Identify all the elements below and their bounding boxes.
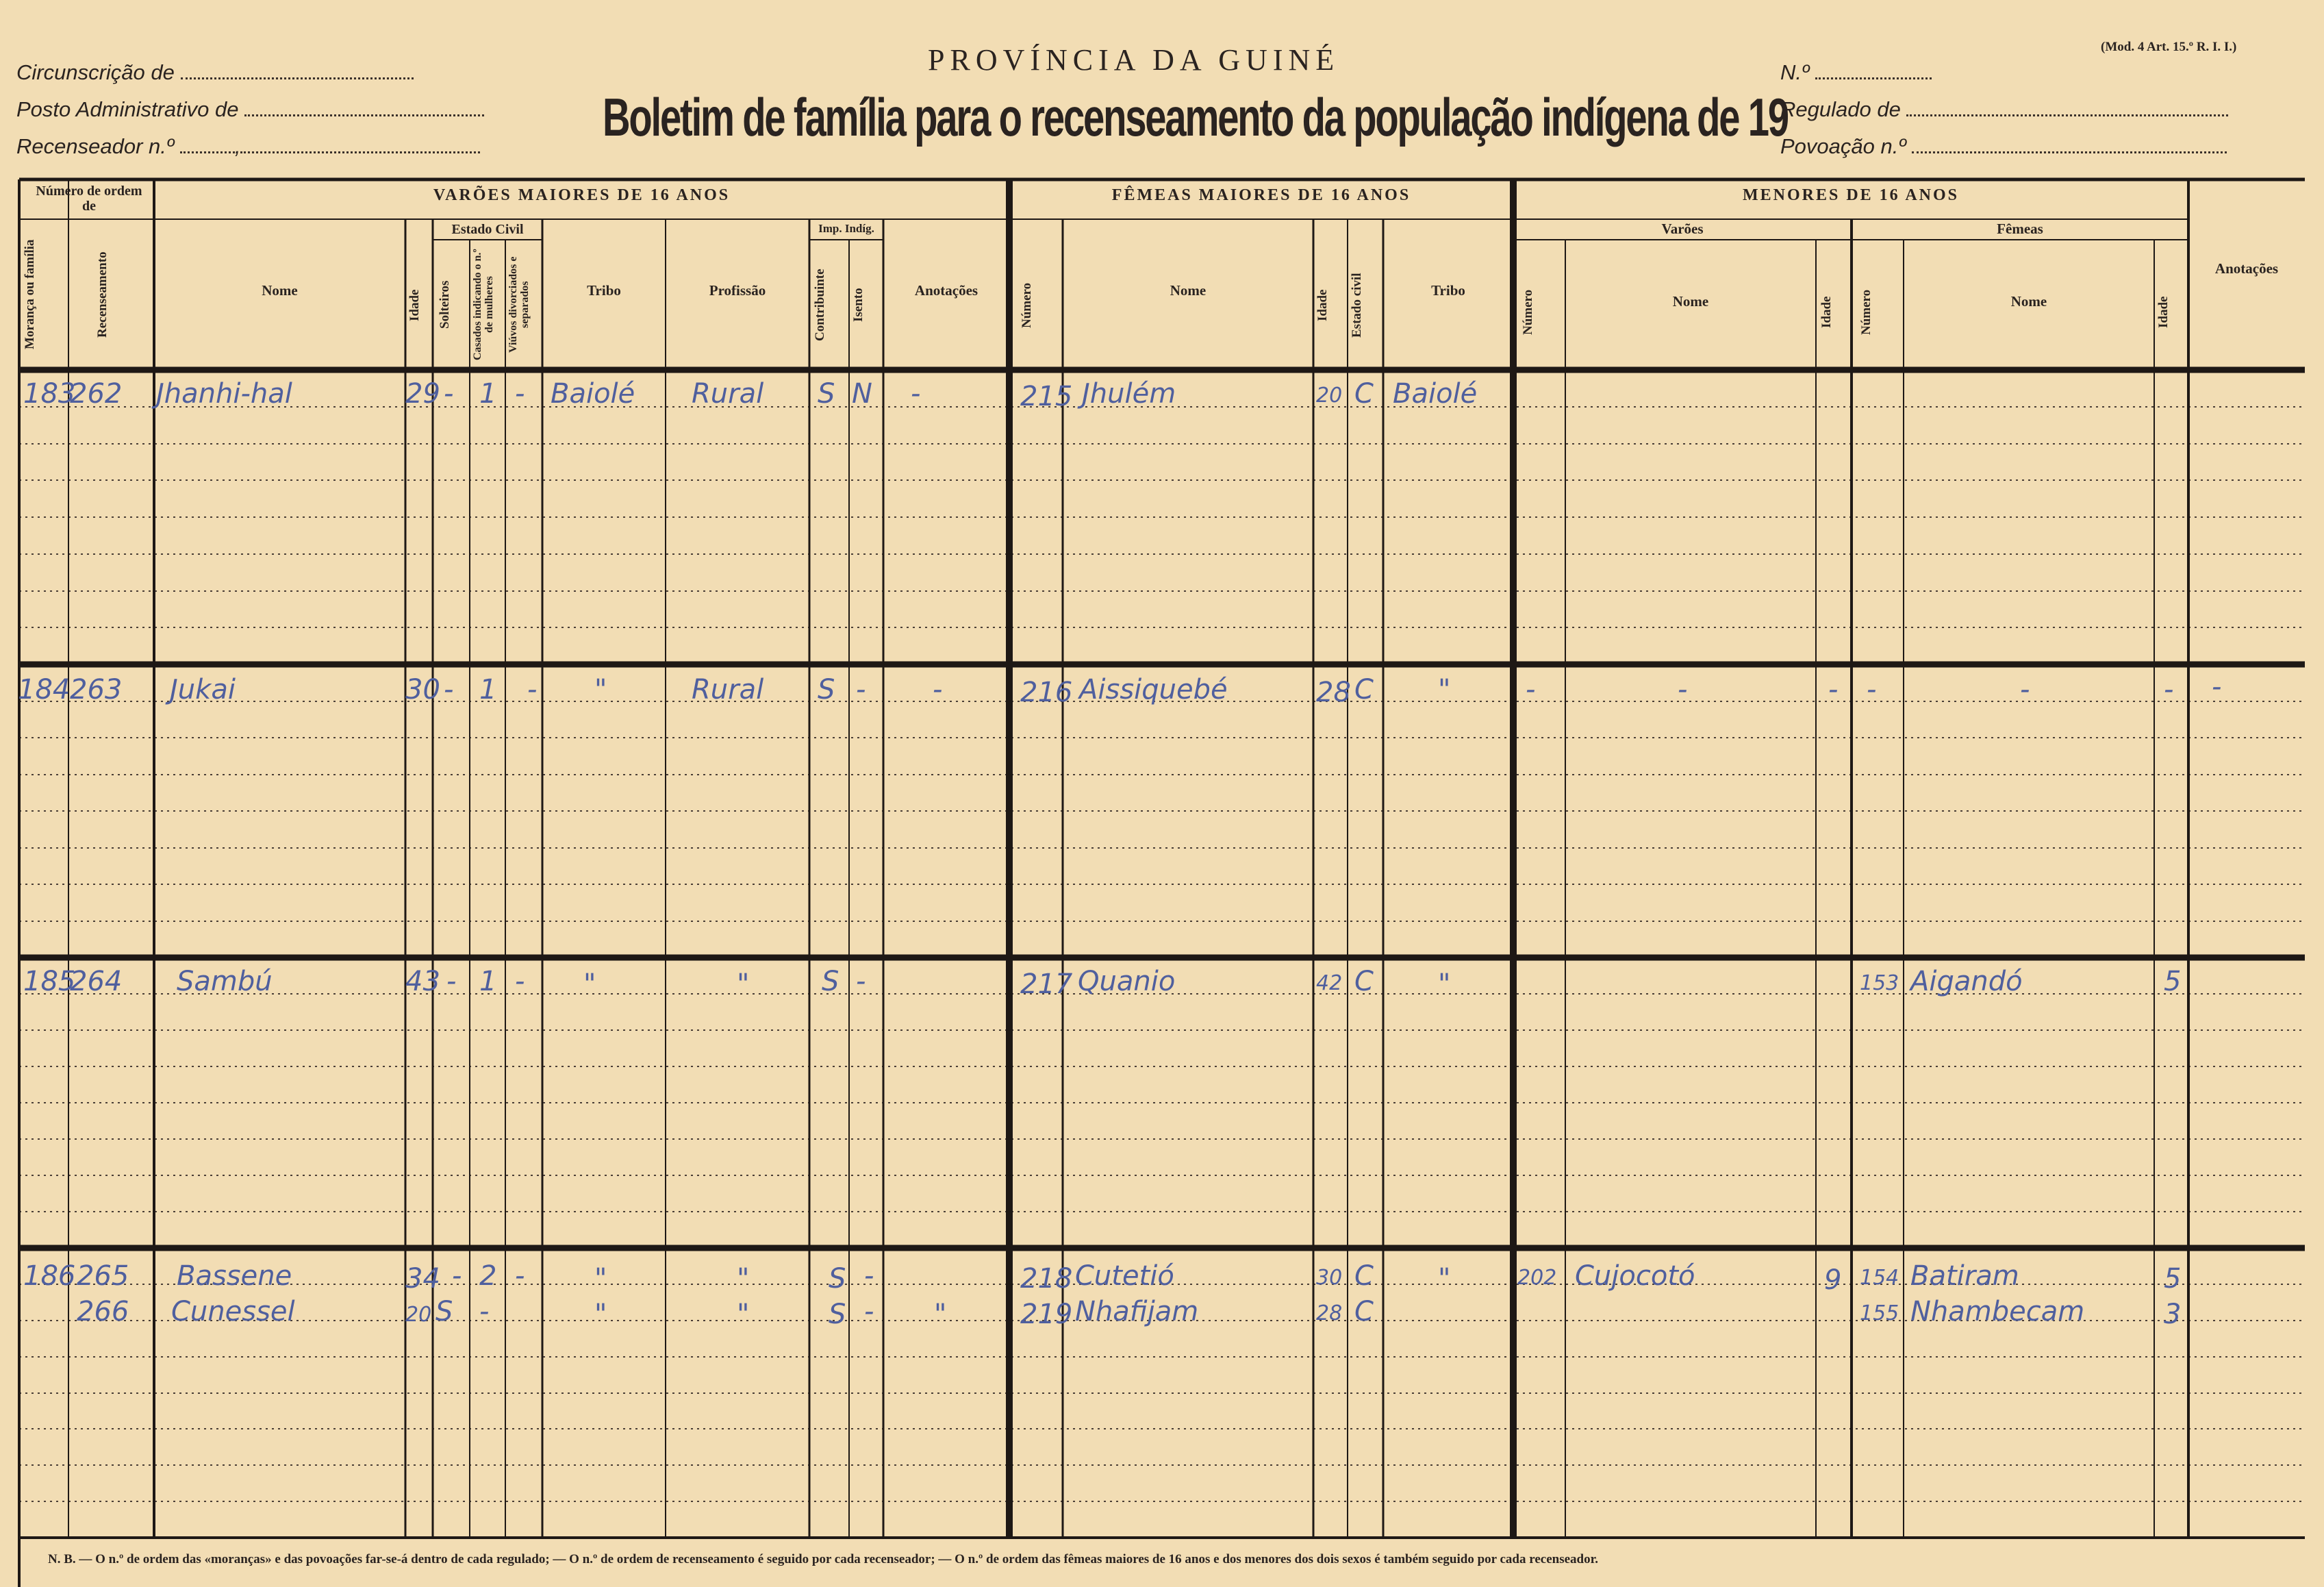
entry-5-idade[interactable]: 20 — [405, 1303, 432, 1327]
entry-2-nome[interactable]: Jukai — [170, 674, 236, 705]
entry-1-nome[interactable]: Jhanhi-hal — [156, 378, 292, 410]
entry-2-mf-nome[interactable]: - — [2020, 674, 2030, 705]
entry-2-contribuinte[interactable]: S — [818, 674, 835, 705]
entry-2-moranca[interactable]: 184 — [18, 674, 71, 705]
entry-5-solteiros[interactable]: S — [435, 1296, 453, 1327]
entry-2-f-idade[interactable]: 28 — [1316, 677, 1351, 708]
casados-header: Casados indicando o n.º de mulheres — [472, 249, 495, 361]
menores-varoes-numero-header: Número — [1521, 289, 1535, 336]
entry-4-profissao[interactable]: " — [737, 1263, 750, 1295]
entry-5-casados[interactable]: - — [479, 1296, 490, 1327]
entry-4-moranca[interactable]: 186 — [23, 1260, 76, 1292]
entry-2-solteiros[interactable]: - — [444, 674, 454, 705]
entry-5-profissao[interactable]: " — [737, 1299, 750, 1330]
footer-note: N. B. — O n.º de ordem das «moranças» e das povoações far-se-á dentro de cada regulado; — O n.º de ordem de recenseamento é seguido por cada recenseador; — O n.º de ordem das fêmeas maiores de 16 anos e dos menores dos dois sexos é também seguido por cada recenseador. — [48, 1552, 1599, 1566]
recenseador-label: Recenseador n.º — [16, 134, 175, 158]
numero-field[interactable] — [1780, 60, 1932, 85]
form-title: Boletim de família para o recenseamento da população indígena de 19 — [603, 87, 1788, 147]
solteiros-header: Solteiros — [438, 280, 452, 329]
entry-3-idade[interactable]: 43 — [405, 966, 440, 997]
entry-5-nome[interactable]: Cunessel — [171, 1296, 295, 1327]
entry-1-idade[interactable]: 29 — [405, 378, 440, 410]
entry-4-mv-nome[interactable]: Cujocotó — [1575, 1260, 1695, 1292]
nome-header: Nome — [262, 282, 298, 299]
entry-4-f-tribo[interactable]: " — [1438, 1263, 1451, 1295]
numero-label: N.º — [1780, 60, 1810, 84]
entry-2-f-nome[interactable]: Aissiquebé — [1079, 674, 1228, 705]
entry-1-recenseamento[interactable]: 262 — [70, 378, 123, 410]
estado-civil-header: Estado Civil — [451, 222, 524, 237]
tribo-header: Tribo — [587, 282, 621, 299]
circunscricao-label: Circunscrição de — [16, 60, 175, 84]
entry-3-f-nome[interactable]: Quanio — [1078, 966, 1176, 997]
entry-4-f-estado[interactable]: C — [1354, 1260, 1374, 1292]
entry-5-mf-idade[interactable]: 3 — [2164, 1299, 2182, 1330]
entry-2-isento[interactable]: - — [856, 674, 866, 705]
entry-4-mf-nome[interactable]: Batiram — [1910, 1260, 2019, 1292]
entry-1-profissao[interactable]: Rural — [692, 378, 764, 410]
moranca-header: Morança ou família — [23, 239, 37, 350]
entry-3-mf-numero[interactable]: 153 — [1860, 971, 1899, 995]
femeas-nome-header: Nome — [1170, 282, 1207, 299]
entry-1-anotacoes[interactable]: - — [911, 378, 921, 410]
anotacoes-right-header: Anotações — [2214, 260, 2279, 277]
femeas-tribo-header: Tribo — [1431, 282, 1465, 299]
entry-4-idade[interactable]: 34 — [405, 1263, 440, 1295]
entry-3-contribuinte[interactable]: S — [822, 966, 839, 997]
entry-2-mv-idade[interactable]: - — [1828, 674, 1839, 705]
entry-5-contribuinte[interactable]: S — [829, 1299, 846, 1330]
entry-5-anotacoes[interactable]: " — [934, 1299, 947, 1330]
entry-2-recenseamento[interactable]: 263 — [70, 674, 123, 705]
entry-1-f-nome[interactable]: Jhulém — [1082, 378, 1176, 410]
entry-4-isento[interactable]: - — [864, 1260, 874, 1292]
entry-2-f-numero[interactable]: 216 — [1020, 677, 1073, 708]
entry-1-casados[interactable]: 1 — [479, 378, 497, 410]
menores-varoes-nome-header: Nome — [1672, 293, 1709, 310]
entry-3-solteiros[interactable]: - — [446, 966, 457, 997]
entry-3-isento[interactable]: - — [856, 966, 866, 997]
entry-4-f-nome[interactable]: Cutetió — [1075, 1260, 1174, 1292]
entry-4-tribo[interactable]: " — [594, 1263, 607, 1295]
profissao-header: Profissão — [709, 282, 766, 299]
entry-1-viuvos[interactable]: - — [515, 378, 525, 410]
entry-3-tribo[interactable]: " — [583, 969, 596, 1000]
entry-1-isento[interactable]: N — [852, 378, 872, 410]
entry-3-viuvos[interactable]: - — [515, 966, 525, 997]
imp-indig-header: Imp. Indíg. — [818, 222, 874, 235]
circunscricao-field[interactable] — [16, 60, 414, 85]
entry-1-tribo[interactable]: Baiolé — [551, 378, 635, 410]
entry-4-f-idade[interactable]: 30 — [1316, 1266, 1343, 1290]
entry-1-f-numero[interactable]: 215 — [1020, 381, 1073, 412]
entry-2-idade[interactable]: 30 — [405, 674, 440, 705]
posto-administrativo-field[interactable] — [16, 97, 484, 122]
entry-5-isento[interactable]: - — [864, 1296, 874, 1327]
recenseamento-header: Recenseamento — [95, 251, 110, 338]
entry-1-solteiros[interactable]: - — [444, 378, 454, 410]
entry-3-f-numero[interactable]: 217 — [1020, 969, 1073, 1000]
entry-4-casados[interactable]: 2 — [479, 1260, 497, 1292]
anotacoes-header: Anotações — [914, 282, 978, 299]
entry-1-moranca[interactable]: 183 — [23, 378, 76, 410]
numero-ordem-header: Número de ordem de — [36, 184, 142, 214]
menores-varoes-header: Varões — [1661, 221, 1704, 237]
entry-1-contribuinte[interactable]: S — [818, 378, 835, 410]
entry-4-solteiros[interactable]: - — [452, 1260, 462, 1292]
entry-2-mf-numero[interactable]: - — [1867, 674, 1877, 705]
regulado-field[interactable] — [1780, 97, 2228, 122]
entry-3-profissao[interactable]: " — [737, 969, 750, 1000]
entry-1-f-estado[interactable]: C — [1354, 378, 1374, 410]
menores-group-header: MENORES DE 16 ANOS — [1742, 186, 1960, 204]
femeas-idade-header: Idade — [1315, 289, 1330, 322]
entry-5-f-idade[interactable]: 28 — [1316, 1301, 1343, 1325]
entry-5-mf-numero[interactable]: 155 — [1860, 1301, 1899, 1325]
femeas-estado-civil-header: Estado civil — [1350, 273, 1364, 338]
entry-2-f-estado[interactable]: C — [1354, 674, 1374, 705]
entry-5-f-estado[interactable]: C — [1354, 1296, 1374, 1327]
entry-5-mf-nome[interactable]: Nhambecam — [1910, 1296, 2085, 1327]
entry-5-tribo[interactable]: " — [594, 1299, 607, 1330]
menores-femeas-header: Fêmeas — [1997, 221, 2043, 237]
entry-1-f-tribo[interactable]: Baiolé — [1393, 378, 1478, 410]
isento-header: Isento — [851, 288, 866, 322]
recenseador-separator: , — [234, 134, 241, 158]
entry-5-f-nome[interactable]: Nhafijam — [1075, 1296, 1199, 1327]
entry-2-mv-nome[interactable]: - — [1678, 674, 1688, 705]
entry-4-viuvos[interactable]: - — [515, 1260, 525, 1292]
entry-4-nome[interactable]: Bassene — [177, 1260, 292, 1292]
recenseador-field[interactable] — [16, 134, 480, 159]
entry-3-recenseamento[interactable]: 264 — [70, 966, 123, 997]
menores-femeas-idade-header: Idade — [2156, 296, 2171, 329]
entry-2-casados[interactable]: 1 — [479, 674, 497, 705]
entry-2-anotacoes-right[interactable]: - — [2212, 671, 2222, 703]
entry-4-mf-idade[interactable]: 5 — [2164, 1263, 2182, 1295]
idade-header: Idade — [407, 289, 422, 322]
povoacao-field[interactable] — [1780, 134, 2227, 159]
varoes-group-header: VARÕES MAIORES DE 16 ANOS — [433, 186, 731, 204]
entry-2-mv-numero[interactable]: - — [1526, 674, 1536, 705]
entry-3-casados[interactable]: 1 — [479, 966, 497, 997]
entry-4-f-numero[interactable]: 218 — [1020, 1263, 1073, 1295]
entry-3-mf-idade[interactable]: 5 — [2164, 966, 2182, 997]
regulado-label: Regulado de — [1780, 97, 1901, 121]
province-title: PROVÍNCIA DA GUINÉ — [928, 43, 1340, 77]
entry-5-recenseamento[interactable]: 266 — [77, 1296, 129, 1327]
entry-4-contribuinte[interactable]: S — [829, 1263, 846, 1295]
model-reference: (Mod. 4 Art. 15.º R. I. I.) — [2101, 40, 2237, 54]
povoacao-label: Povoação n.º — [1780, 134, 1906, 158]
entry-2-f-tribo[interactable]: " — [1438, 674, 1451, 705]
entry-3-f-idade[interactable]: 42 — [1316, 971, 1343, 995]
femeas-group-header: FÊMEAS MAIORES DE 16 ANOS — [1111, 186, 1411, 204]
entry-2-tribo[interactable]: " — [594, 674, 607, 705]
menores-femeas-nome-header: Nome — [2010, 293, 2047, 310]
entry-2-mf-idade[interactable]: - — [2164, 674, 2174, 705]
entry-5-f-numero[interactable]: 219 — [1020, 1299, 1073, 1330]
entry-2-viuvos[interactable]: - — [527, 674, 538, 705]
menores-varoes-idade-header: Idade — [1819, 296, 1834, 329]
entry-3-mf-nome[interactable]: Aigandó — [1910, 966, 2023, 997]
entry-3-nome[interactable]: Sambú — [177, 966, 273, 997]
entry-1-f-idade[interactable]: 20 — [1316, 384, 1343, 408]
entry-4-mv-idade[interactable]: 9 — [1824, 1264, 1842, 1296]
entry-3-f-tribo[interactable]: " — [1438, 969, 1451, 1000]
contribuinte-header: Contribuinte — [813, 268, 827, 341]
posto-label: Posto Administrativo de — [16, 97, 239, 121]
viuvos-header: Viúvos divorciados e separados — [507, 256, 531, 353]
entry-2-anotacoes[interactable]: - — [933, 674, 943, 705]
entry-4-mv-numero[interactable]: 202 — [1517, 1266, 1557, 1290]
entry-4-recenseamento[interactable]: 265 — [77, 1260, 129, 1292]
femeas-numero-header: Número — [1020, 282, 1034, 329]
entry-3-f-estado[interactable]: C — [1354, 966, 1374, 997]
entry-4-mf-numero[interactable]: 154 — [1860, 1266, 1899, 1290]
menores-femeas-numero-header: Número — [1859, 289, 1873, 336]
entry-3-moranca[interactable]: 185 — [23, 966, 76, 997]
entry-2-profissao[interactable]: Rural — [692, 674, 764, 705]
